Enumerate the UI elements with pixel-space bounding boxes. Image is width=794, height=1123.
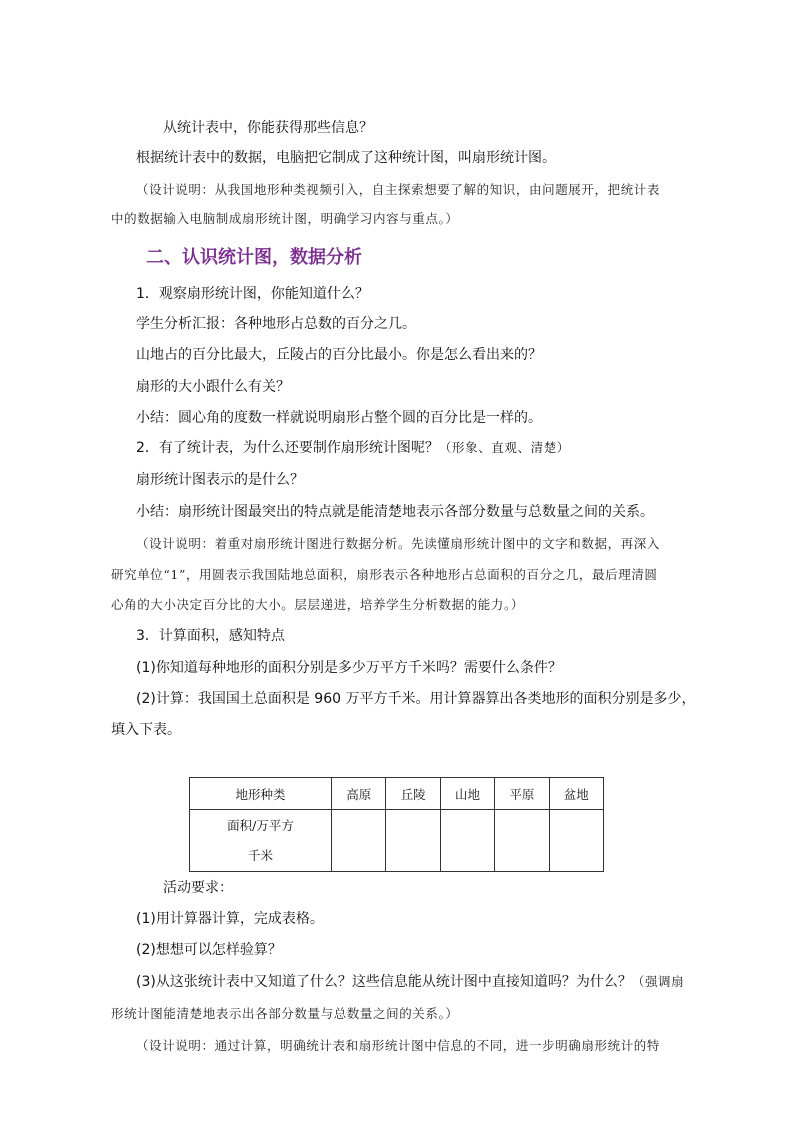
activity-3-hint-cont: 形统计图能清楚地表示出各部分数量与总数量之间的关系。） xyxy=(111,1006,459,1021)
activity-1: (1)用计算器计算，完成表格。 xyxy=(136,911,324,927)
header-mountains: 山地 xyxy=(440,778,494,810)
item-1-title: 1．观察扇形统计图，你能知道什么？ xyxy=(136,286,369,302)
activity-3-question: (3)从这张统计表中又知道了什么？这些信息能从统计图中直接知道吗？为什么？ xyxy=(136,974,632,990)
table-row xyxy=(190,810,604,872)
activity-2: (2)想想可以怎样验算？ xyxy=(136,942,282,958)
header-hills: 丘陵 xyxy=(386,778,440,810)
activity-3-hint: （强调扇 xyxy=(631,974,685,989)
area-plains-cell[interactable] xyxy=(495,810,549,872)
design-note-2-line1: （设计说明：着重对扇形统计图进行数据分析。先读懂扇形统计图中的文字和数据，再深入 xyxy=(136,536,661,551)
row-label-line2: 千米 xyxy=(247,847,273,863)
item-2-hint: （形象、直观、清楚） xyxy=(438,440,570,455)
mountain-question: 山地占的百分比最大，丘陵占的百分比最小。你是怎么看出来的？ xyxy=(136,347,542,363)
summary-1: 小结：圆心角的度数一样就说明扇形占整个圆的百分比是一样的。 xyxy=(136,410,542,426)
design-note-1-line2: 中的数据输入电脑制成扇形统计图，明确学习内容与重点。） xyxy=(111,211,459,226)
section-heading: 二、认识统计图，数据分析 xyxy=(146,247,362,268)
item-3-q2: (2)计算：我国国土总面积是 960 万平方千米。用计算器算出各类地形的面积分别是多少， xyxy=(136,691,696,707)
row-label-line1: 面积/万平方 xyxy=(227,817,294,833)
design-note-2-line2: 研究单位“1”，用圆表示我国陆地总面积，扇形表示各种地形占总面积的百分之几，最后理清圆 xyxy=(111,567,658,582)
header-terrain-type: 地形种类 xyxy=(190,778,332,810)
activity-3 xyxy=(136,972,684,992)
intro-pie-chart: 根据统计表中的数据，电脑把它制成了这种统计图，叫扇形统计图。 xyxy=(136,150,556,166)
area-hills-cell[interactable] xyxy=(386,810,440,872)
table-header-row xyxy=(190,778,604,810)
design-note-1-line1: （设计说明：从我国地形种类视频引入，自主探索想要了解的知识，由问题展开，把统计表 xyxy=(136,182,661,197)
pie-represents-question: 扇形统计图表示的是什么？ xyxy=(136,472,304,488)
header-basins: 盆地 xyxy=(549,778,603,810)
header-plains: 平原 xyxy=(495,778,549,810)
summary-2: 小结：扇形统计图最突出的特点就是能清楚地表示各部分数量与总数量之间的关系。 xyxy=(136,504,654,520)
terrain-area-table xyxy=(189,777,604,872)
design-note-3: （设计说明：通过计算，明确统计表和扇形统计图中信息的不同，进一步明确扇形统计的特 xyxy=(136,1038,661,1053)
item-2-question: 2．有了统计表，为什么还要制作扇形统计图呢？ xyxy=(136,440,439,456)
student-report: 学生分析汇报：各种地形占总数的百分之几。 xyxy=(136,316,416,332)
row-label-area xyxy=(190,810,332,872)
sector-size-question: 扇形的大小跟什么有关？ xyxy=(136,379,290,395)
item-2-title xyxy=(136,438,570,458)
item-3-title: 3．计算面积，感知特点 xyxy=(136,628,285,644)
activity-title: 活动要求： xyxy=(163,880,233,896)
item-3-q1: (1)你知道每种地形的面积分别是多少万平方千米吗？需要什么条件？ xyxy=(136,660,562,676)
header-plateau: 高原 xyxy=(332,778,386,810)
item-3-q2-cont: 填入下表。 xyxy=(111,722,181,738)
design-note-2-line3: 心角的大小决定百分比的大小。层层递进，培养学生分析数据的能力。） xyxy=(111,597,524,612)
area-plateau-cell[interactable] xyxy=(332,810,386,872)
area-mountains-cell[interactable] xyxy=(440,810,494,872)
question-stat-table: 从统计表中，你能获得那些信息？ xyxy=(163,120,373,136)
area-basins-cell[interactable] xyxy=(549,810,603,872)
